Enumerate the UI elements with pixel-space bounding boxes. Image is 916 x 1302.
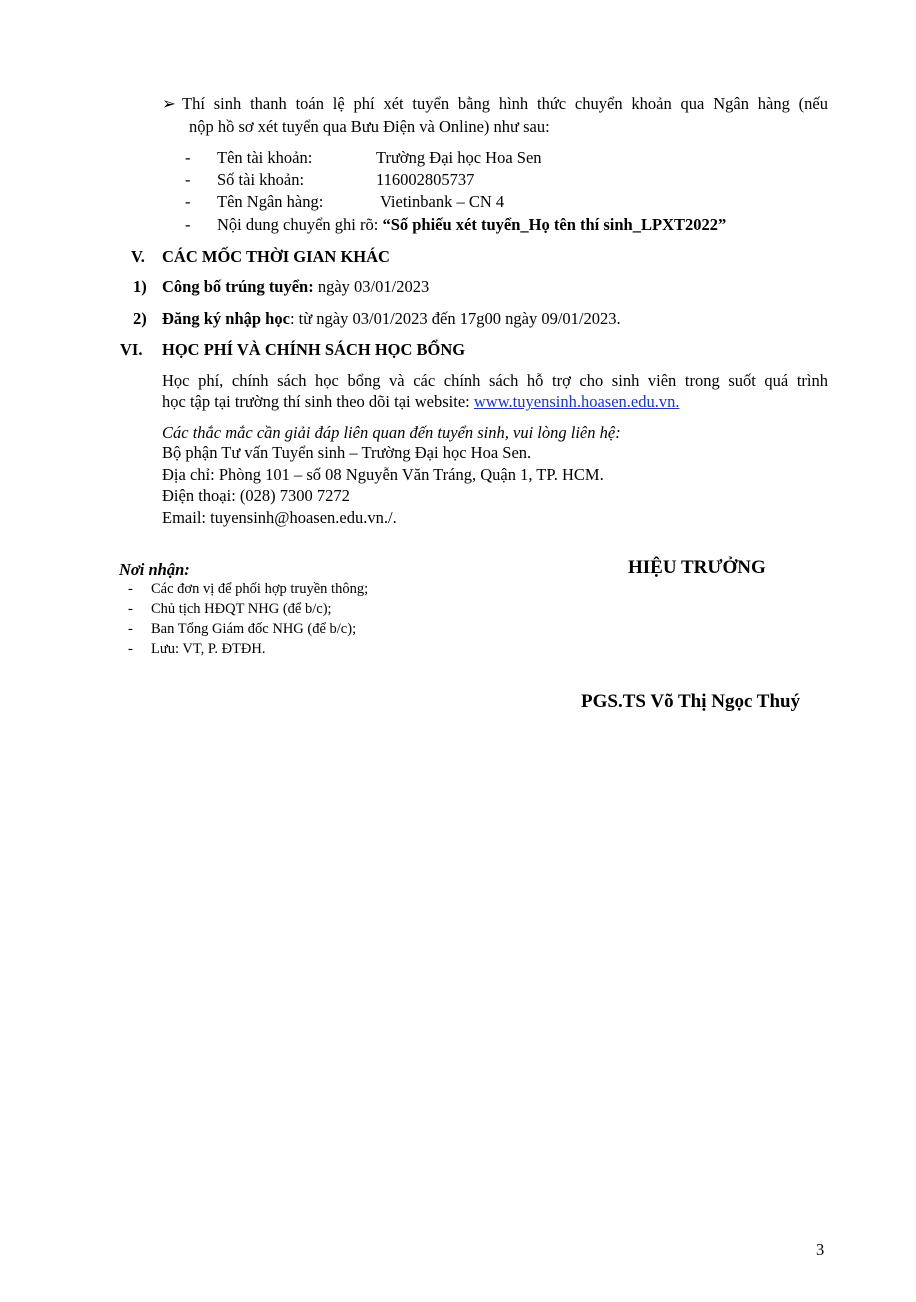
list-dash: - [128,621,133,637]
enrollment-text: : từ ngày 03/01/2023 đến 17g00 ngày 09/01/2023. [289,309,621,328]
account-name-value: Trường Đại học Hoa Sen [376,148,542,167]
section-vi-title: HỌC PHÍ VÀ CHÍNH SÁCH HỌC BỔNG [162,340,466,359]
payment-intro-line1: Thí sinh thanh toán lệ phí xét tuyển bằng hình thức chuyển khoản qua Ngân hàng (nếu [182,94,828,113]
bullet-arrow-icon: ➢ [162,94,176,113]
recipient-item: Các đơn vị để phối hợp truyền thông; [151,581,369,597]
contact-department: Bộ phận Tư vấn Tuyển sinh – Trường Đại học Hoa Sen. [162,443,532,462]
bank-name-value: Vietinbank – CN 4 [380,192,505,211]
list-dash: - [185,170,191,189]
contact-intro: Các thắc mắc cần giải đáp liên quan đến tuyển sinh, vui lòng liên hệ: [162,423,621,442]
tuition-paragraph-line1: Học phí, chính sách học bổng và các chính sách hỗ trợ cho sinh viên trong suốt quá trình [162,371,828,390]
transfer-content-label: Nội dung chuyển ghi rõ: [217,215,383,234]
recipient-item: Chủ tịch HĐQT NHG (để b/c); [151,601,332,617]
announcement-text: ngày 03/01/2023 [313,277,430,296]
tuition-paragraph-line2 [162,392,679,412]
page-number: 3 [816,1240,825,1259]
bank-name-label: Tên Ngân hàng: [217,192,324,211]
transfer-content [217,215,726,235]
recipients-title: Nơi nhận: [119,560,190,579]
list-dash: - [128,581,133,597]
account-number-label: Số tài khoản: [217,170,305,189]
section-v-numeral: V. [131,247,145,266]
transfer-content-value: “Số phiếu xét tuyển_Họ tên thí sinh_LPXT2022” [382,215,727,234]
list-dash: - [185,215,191,234]
list-dash: - [185,148,191,167]
section-v-title: CÁC MỐC THỜI GIAN KHÁC [162,247,390,266]
enrollment-label: Đăng ký nhập học [162,309,290,328]
signer-title: HIỆU TRƯỞNG [628,557,766,578]
contact-address: Địa chỉ: Phòng 101 – số 08 Nguyễn Văn Tráng, Quận 1, TP. HCM. [162,465,604,484]
payment-intro-line2: nộp hồ sơ xét tuyển qua Bưu Điện và Online) như sau: [189,117,550,136]
item1-number: 1) [133,277,147,296]
tuition-paragraph-text: học tập tại trường thí sinh theo dõi tại website: [162,392,474,411]
item2-number: 2) [133,309,147,328]
contact-phone: Điện thoại: (028) 7300 7272 [162,486,350,505]
account-number-value: 116002805737 [376,170,475,189]
section-vi-numeral: VI. [120,340,143,359]
enrollment-period [162,309,621,329]
announcement-date [162,277,429,297]
contact-email: Email: tuyensinh@hoasen.edu.vn./. [162,508,397,527]
announcement-label: Công bố trúng tuyển: [162,277,314,296]
account-name-label: Tên tài khoản: [217,148,313,167]
list-dash: - [185,192,191,211]
website-link[interactable]: www.tuyensinh.hoasen.edu.vn. [473,392,680,411]
list-dash: - [128,641,133,657]
list-dash: - [128,601,133,617]
recipient-item: Ban Tổng Giám đốc NHG (để b/c); [151,621,357,637]
recipient-item: Lưu: VT, P. ĐTĐH. [151,641,266,657]
signer-name: PGS.TS Võ Thị Ngọc Thuý [581,691,801,712]
